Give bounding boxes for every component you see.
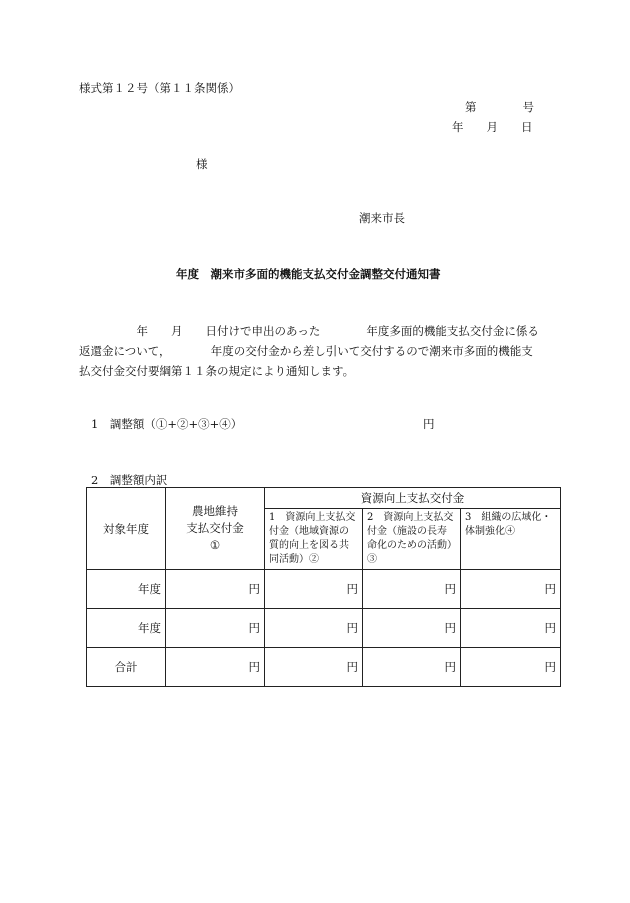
breakdown-table [86, 487, 561, 687]
row-label-total: 合計 [87, 648, 166, 687]
document-date: 年 月 日 [452, 120, 533, 134]
header-resource-improvement: 資源向上支払交付金 [265, 488, 561, 509]
header-target-year: 対象年度 [87, 488, 166, 570]
row-label: 年度 [87, 609, 166, 648]
table-row [87, 609, 561, 648]
form-number: 様式第１２号（第１１条関係） [79, 81, 240, 95]
breakdown-label: 2 調整額内訳 [91, 473, 168, 487]
adjustment-amount-label: 1 調整額（①+②+③+④） [91, 417, 243, 431]
header-sub-2: 2 資源向上支払交付金（施設の長寿命化のための活動）③ [363, 509, 461, 570]
table-row-total [87, 648, 561, 687]
row-label: 年度 [87, 570, 166, 609]
cell-amount: 円 [461, 570, 561, 609]
cell-amount: 円 [363, 609, 461, 648]
cell-amount: 円 [265, 609, 363, 648]
body-line: 返還金について， 年度の交付金から差し引いて交付するので潮来市多面的機能支 [79, 344, 533, 358]
header-farmland-line: 農地維持 [192, 504, 238, 518]
cell-amount: 円 [363, 648, 461, 687]
addressee: 様 [196, 157, 208, 171]
body-text [79, 321, 559, 381]
cell-amount: 円 [461, 609, 561, 648]
cell-amount: 円 [166, 570, 265, 609]
table-row [87, 570, 561, 609]
cell-amount: 円 [166, 648, 265, 687]
cell-amount: 円 [363, 570, 461, 609]
cell-amount: 円 [461, 648, 561, 687]
sender: 潮来市長 [359, 211, 405, 225]
cell-amount: 円 [265, 570, 363, 609]
body-line: 年 月 日付けで申出のあった 年度多面的機能支払交付金に係る [79, 324, 539, 338]
document-title: 年度 潮来市多面的機能支払交付金調整交付通知書 [176, 267, 441, 281]
header-sub-3: 3 組織の広域化・体制強化④ [461, 509, 561, 570]
document-number: 第 号 [465, 100, 534, 114]
body-line: 払交付金交付要綱第１１条の規定により通知します。 [79, 364, 355, 378]
adjustment-amount-unit: 円 [423, 417, 435, 431]
header-farmland-line: ① [209, 538, 221, 552]
header-farmland-line: 支払交付金 [186, 521, 244, 535]
header-farmland-maintenance [166, 488, 265, 570]
cell-amount: 円 [265, 648, 363, 687]
header-sub-1: 1 資源向上支払交付金（地域資源の質的向上を図る共同活動）② [265, 509, 363, 570]
cell-amount: 円 [166, 609, 265, 648]
